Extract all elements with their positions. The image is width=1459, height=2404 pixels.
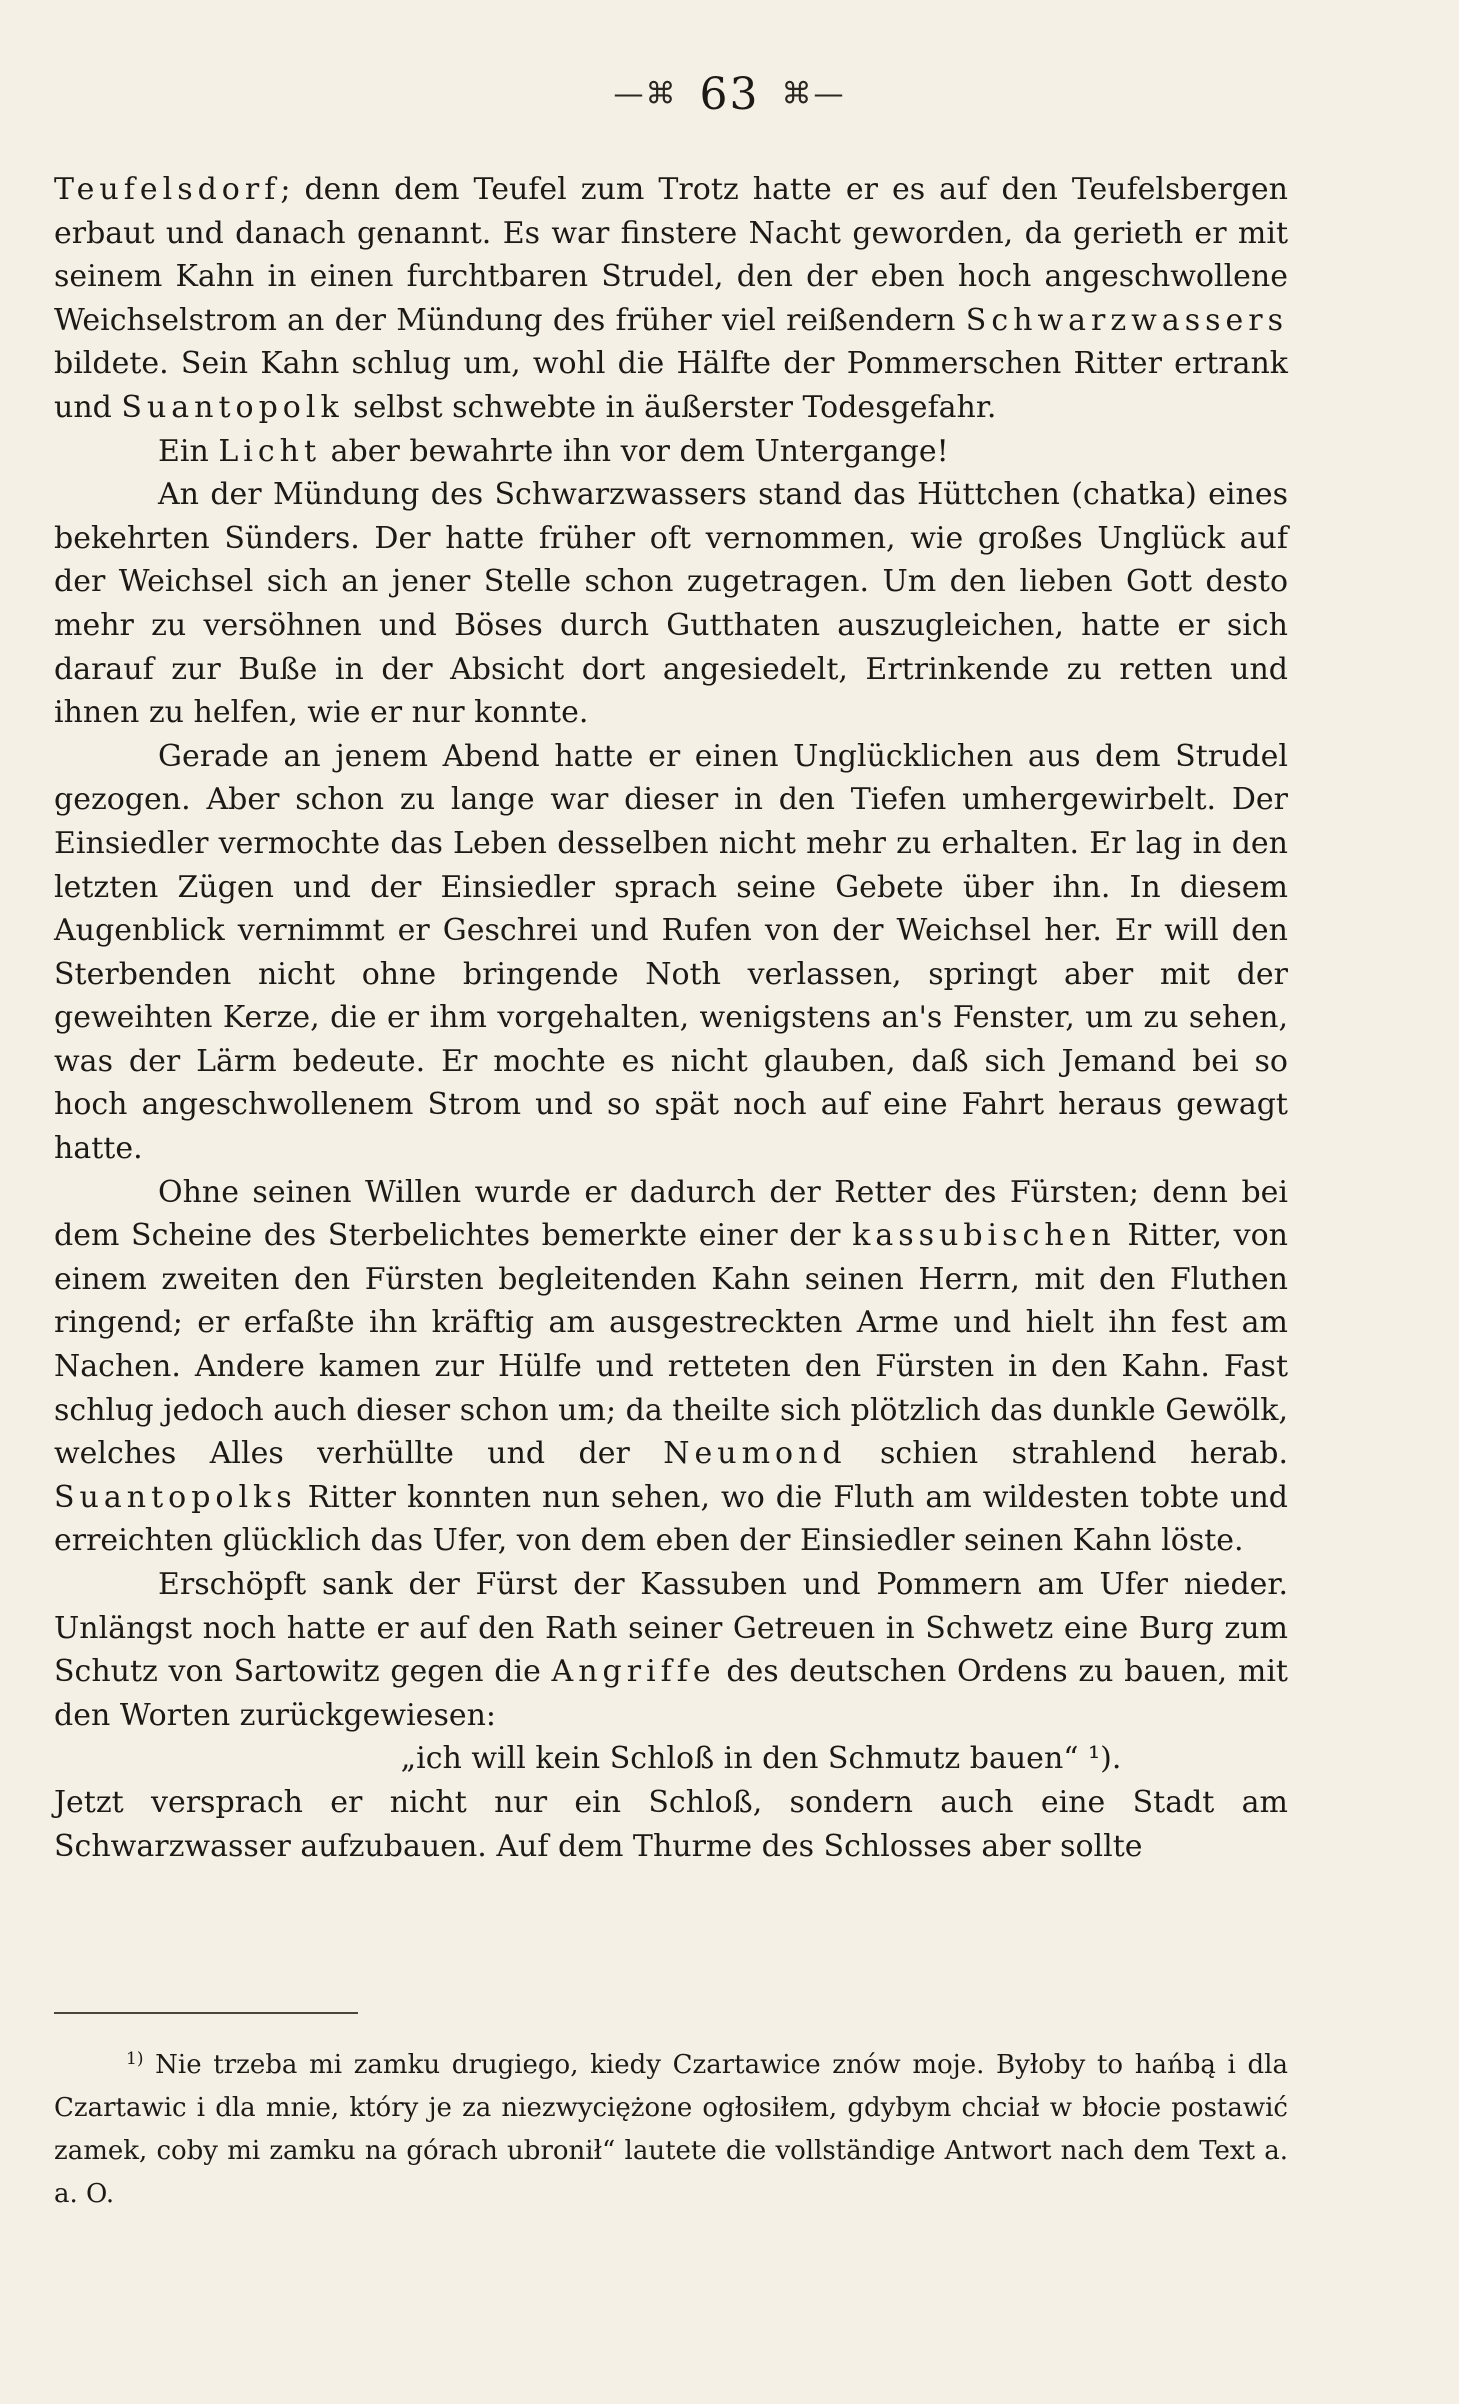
footnote-polish-quote: Nie trzeba mi zamku drugiego, kiedy Czartawice znów moje. Byłoby to hańbą i dla Czartawic i dla mnie, który je za niezwyciężone ogłosiłem, gdybym chciał w błocie postawić zamek, coby mi zamku na górach ubronił“ <box>54 2050 1289 2166</box>
footnote-divider <box>54 2012 358 2014</box>
spaced-emphasis: kassubischen <box>852 1218 1116 1254</box>
spaced-emphasis: Schwarzwassers <box>965 302 1288 338</box>
text-run: „ich will kein Schloß in den Schmutz bauen“ ¹). <box>400 1741 1122 1777</box>
page-number: 63 <box>699 68 760 120</box>
header-ornament-right: ⌘— <box>781 76 846 112</box>
text-run: Ein <box>158 433 219 469</box>
header-ornament-left: —⌘ <box>613 76 678 112</box>
paragraph <box>54 473 1288 735</box>
paragraph <box>54 1171 1288 1563</box>
paragraph <box>54 430 1288 474</box>
quote-line <box>54 1737 1288 1781</box>
main-text <box>54 168 1288 1868</box>
spaced-emphasis: Licht <box>218 433 322 469</box>
footnote-text <box>54 2038 1288 2216</box>
text-run: selbst schwebte in äußerster Todesgefahr. <box>343 389 997 425</box>
text-run: schien strahlend herab. <box>846 1436 1288 1472</box>
text-run: An der Mündung des Schwarzwassers stand das Hüttchen (chatka) eines bekehrten Sünders. Der hatte früher oft vernommen, wie großes Unglück auf der Weichsel sich an jener Stelle schon zugetragen. Um den lieben Gott desto mehr zu versöhnen und Böses durch Gutthaten auszugleichen, hatte er sich darauf zur Buße in der Absicht dort angesiedelt, Ertrinkende zu retten und ihnen zu helfen, wie er nur konnte. <box>54 477 1288 731</box>
text-run: Ohne seinen Willen wurde er dadurch der Retter des Fürsten; denn bei dem Scheine des Sterbelichtes bemerkte einer der <box>54 1174 1288 1254</box>
spaced-emphasis: Teufelsdorf <box>54 172 281 207</box>
text-run: bildete. Sein Kahn schlug um, wohl die Hälfte der Pommerschen Ritter ertrank und <box>54 346 1288 425</box>
paragraph <box>54 1563 1288 1737</box>
text-run: Erschöpft sank der Fürst der Kassuben und Pommern am Ufer nieder. Unlängst noch hatte er auf den Rath seiner Getreuen in Schwetz eine Burg zum Schutz von Sartowitz gegen die <box>54 1567 1288 1690</box>
page-header <box>0 68 1459 120</box>
spaced-emphasis: Suantopolk <box>121 389 344 425</box>
spaced-emphasis: Neumond <box>663 1436 847 1472</box>
footnote <box>54 2038 1288 2216</box>
spaced-emphasis: Suantopolks <box>54 1479 297 1515</box>
paragraph <box>54 1781 1288 1868</box>
footnote-marker: 1) <box>126 2049 144 2069</box>
text-run: Ritter, von einem zweiten den Fürsten begleitenden Kahn seinen Herrn, mit den Fluthen ringend; er erfaßte ihn kräftig am ausgestreckten Arme und hielt ihn fest am Nachen. Andere kamen zur Hülfe und retteten den Fürsten in den Kahn. Fast schlug jedoch auch dieser schon um; da theilte sich plötzlich das dunkle Gewölk, welches Alles verhüllte und der <box>54 1218 1288 1472</box>
text-run: ; denn dem Teufel zum Trotz hatte er es auf den Teufelsbergen erbaut und danach genannt. Es war finstere Nacht geworden, da gerieth er mit seinem Kahn in einen furchtbaren Strudel, den der eben hoch angeschwollene Weichselstrom an der Mündung des früher viel reißendern <box>54 172 1288 338</box>
spaced-emphasis: Angriffe <box>551 1654 716 1690</box>
text-run: Gerade an jenem Abend hatte er einen Unglücklichen aus dem Strudel gezogen. Aber schon zu lange war dieser in den Tiefen umhergewirbelt. Der Einsiedler vermochte das Leben desselben nicht mehr zu erhalten. Er lag in den letzten Zügen und der Einsiedler sprach seine Gebete über ihn. In diesem Augenblick vernimmt er Geschrei und Rufen von der Weichsel her. Er will den Sterbenden nicht ohne bringende Noth verlassen, springt aber mit der geweihten Kerze, die er ihm vorgehalten, wenigstens an's Fenster, um zu sehen, was der Lärm bedeute. Er mochte es nicht glauben, daß sich Jemand bei so hoch angeschwollenem Strom und so spät noch auf eine Fahrt heraus gewagt hatte. <box>54 738 1288 1167</box>
text-run: Ritter konnten nun sehen, wo die Fluth am wildesten tobte und erreichten glücklich das Ufer, von dem eben der Einsiedler seinen Kahn löste. <box>54 1479 1288 1559</box>
text-run: des deutschen Ordens zu bauen, mit den Worten zurückgewiesen: <box>54 1654 1288 1733</box>
paragraph <box>54 168 1288 430</box>
text-run: Jetzt versprach er nicht nur ein Schloß, sondern auch eine Stadt am Schwarzwasser aufzubauen. Auf dem Thurme des Schlosses aber sollte <box>54 1784 1288 1864</box>
text-run: aber bewahrte ihn vor dem Untergange! <box>321 433 949 469</box>
footnote-german-note: lautete die vollständige Antwort nach dem Text a. a. O. <box>54 2136 1288 2209</box>
paragraph <box>54 735 1288 1171</box>
